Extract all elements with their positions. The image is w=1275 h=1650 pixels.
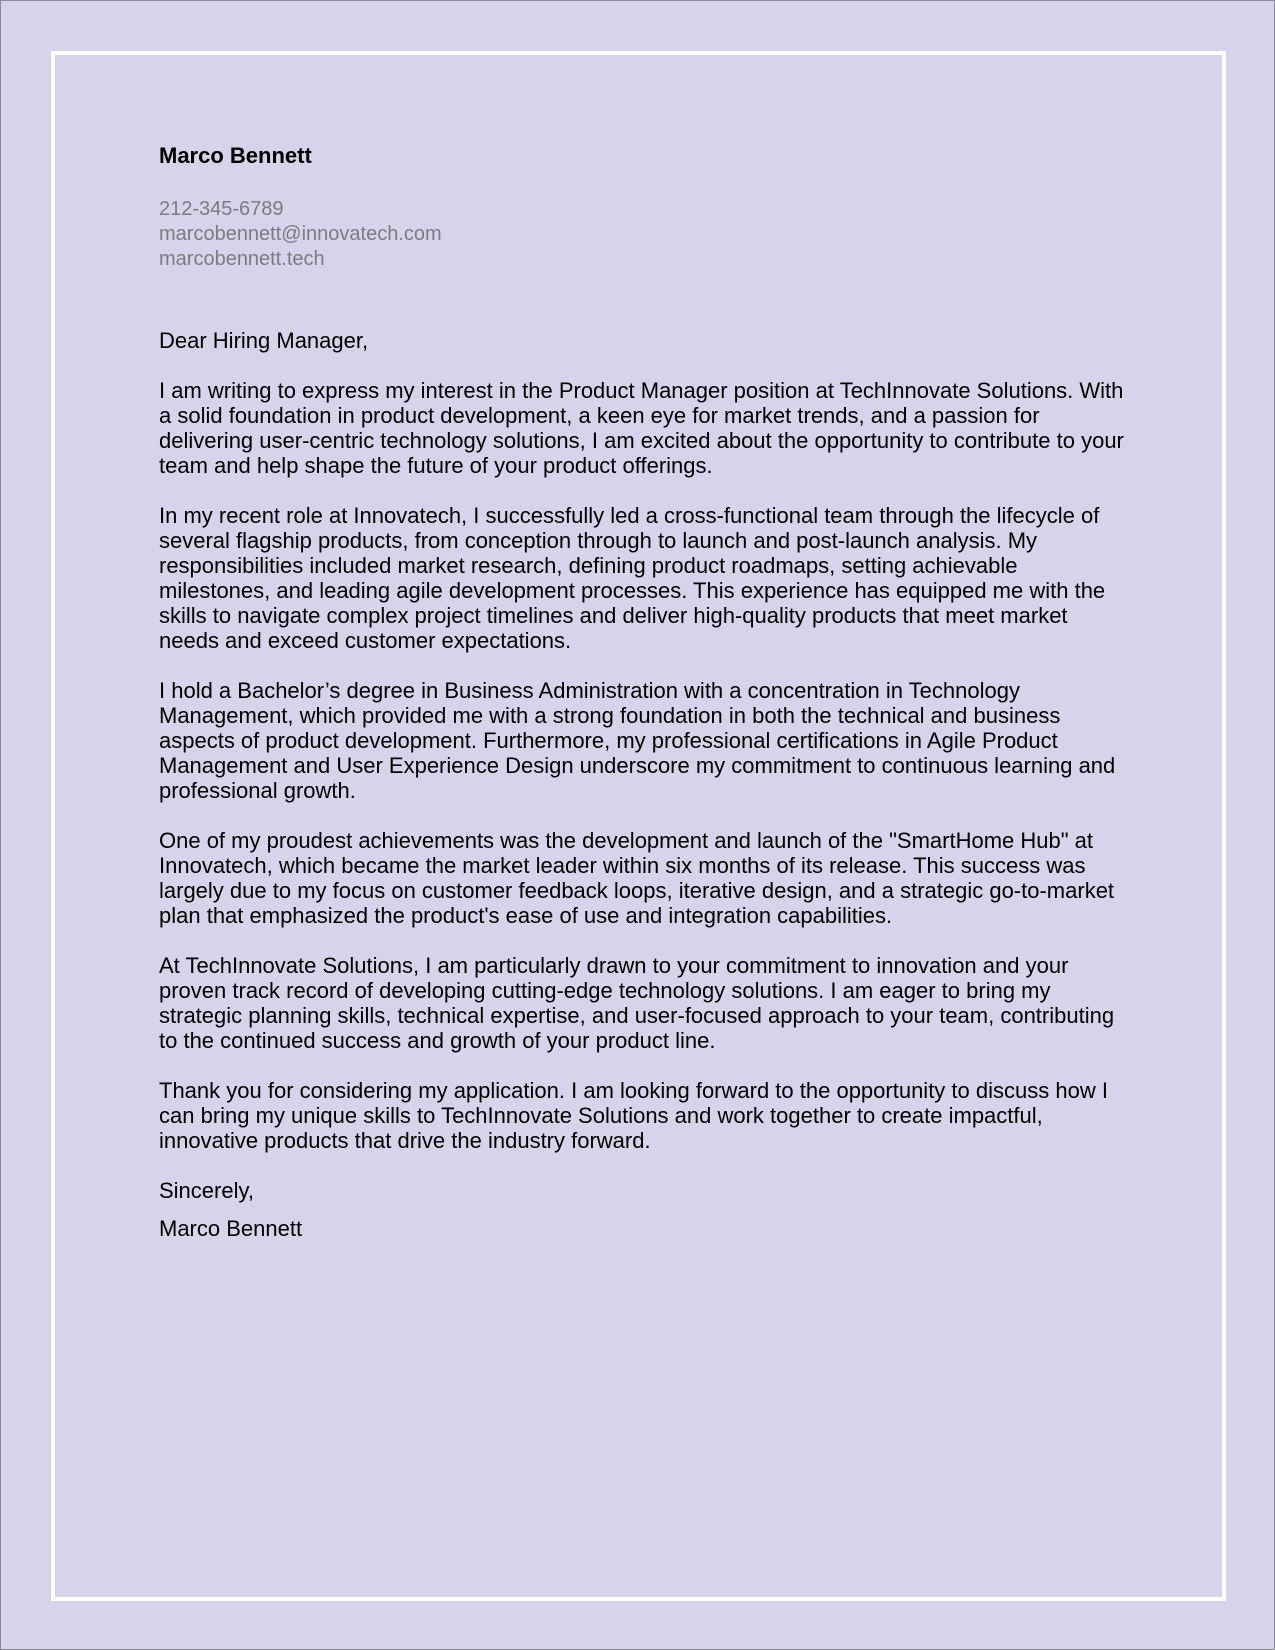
letter-paragraph-6: Thank you for considering my application. I am looking forward to the opportunity to discuss how I can bring my unique skills to TechInnovate Solutions and work together to create impactful, innovative products that drive the industry forward. [159, 1078, 1108, 1153]
sender-phone: 212-345-6789 [159, 198, 284, 220]
letter-paragraph-4: One of my proudest achievements was the development and launch of the "SmartHome Hub" at Innovatech, which became the market leader within six months of its release. This success was largely due to my focus on customer feedback loops, iterative design, and a strategic go-to-market plan that emphasized the product's ease of use and integration capabilities. [159, 828, 1115, 928]
signature-name: Marco Bennett [159, 1216, 303, 1241]
sender-name: Marco Bennett [159, 143, 312, 168]
letter-paragraph-1: I am writing to express my interest in the Product Manager position at TechInnovate Solutions. With a solid foundation in product development, a keen eye for market trends, and a passion for delivering user-centric technology solutions, I am excited about the opportunity to contribute to your team and help shape the future of your product offerings. [159, 378, 1124, 478]
sender-email: marcobennett@innovatech.com [159, 223, 442, 245]
letter-content [159, 143, 1129, 1241]
letter-paragraph-3: I hold a Bachelor’s degree in Business Administration with a concentration in Technology Management, which provided me with a strong foundation in both the technical and business aspects of product development. Furthermore, my professional certifications in Agile Product Management and User Experience Design underscore my commitment to continuous learning and professional growth. [159, 678, 1116, 803]
contact-block [159, 197, 1129, 272]
salutation: Dear Hiring Manager, [159, 328, 369, 353]
sender-website: marcobennett.tech [159, 248, 325, 270]
letter-paragraph-5: At TechInnovate Solutions, I am particularly drawn to your commitment to innovation and your proven track record of developing cutting-edge technology solutions. I am eager to bring my strategic planning skills, technical expertise, and user-focused approach to your team, contributing to the continued success and growth of your product line. [159, 953, 1115, 1053]
letter-paragraph-2: In my recent role at Innovatech, I successfully led a cross-functional team through the lifecycle of several flagship products, from conception through to launch and post-launch analysis. My responsibilities included market research, defining product roadmaps, setting achievable milestones, and leading agile development processes. This experience has equipped me with the skills to navigate complex project timelines and deliver high-quality products that meet market needs and exceed customer expectations. [159, 503, 1106, 653]
closing: Sincerely, [159, 1178, 254, 1203]
